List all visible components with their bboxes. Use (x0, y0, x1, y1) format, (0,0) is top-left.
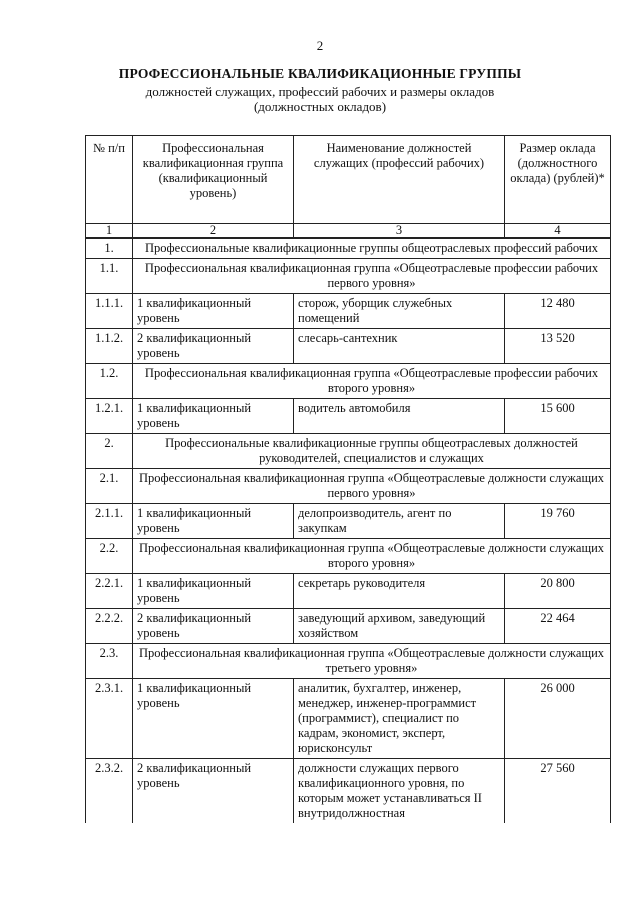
row-number: 1.1.1. (86, 294, 133, 329)
salary-value: 13 520 (505, 329, 611, 364)
row-number: 2.1. (86, 469, 133, 504)
salary-value: 27 560 (505, 759, 611, 824)
group-title: Профессиональная квалификационная группа «Общеотраслевые должности служащих второго уровня» (133, 539, 611, 574)
table-row (86, 574, 611, 609)
position-names: делопроизводитель, агент по закупкам (294, 504, 505, 539)
table-group-row (86, 539, 611, 574)
document-subtitle-line2: (должностных окладов) (253, 99, 387, 114)
position-names: должности служащих первого квалификационного уровня, по которым может устанавливаться II внутридолжностная (294, 759, 505, 824)
header-salary-size: Размер оклада (должностного оклада) (рублей)* (505, 136, 611, 224)
table-row (86, 399, 611, 434)
column-number-row (86, 224, 611, 239)
group-title: Профессиональная квалификационная группа «Общеотраслевые профессии рабочих первого уровня» (133, 259, 611, 294)
table-group-row (86, 259, 611, 294)
salary-value: 20 800 (505, 574, 611, 609)
qualification-level: 1 квалификационный уровень (133, 679, 294, 759)
salary-value: 26 000 (505, 679, 611, 759)
position-names: сторож, уборщик служебных помещений (294, 294, 505, 329)
table-row (86, 759, 611, 824)
position-names: заведующий архивом, заведующий хозяйством (294, 609, 505, 644)
header-qualification-group: Профессиональная квалификационная группа (квалификационный уровень) (133, 136, 294, 224)
position-names: аналитик, бухгалтер, инженер, менеджер, инженер-программист (программист), специалист по кадрам, экономист, эксперт, юрисконсульт (294, 679, 505, 759)
row-number: 2.3.1. (86, 679, 133, 759)
row-number: 1.2.1. (86, 399, 133, 434)
qualification-level: 1 квалификационный уровень (133, 399, 294, 434)
group-title: Профессиональная квалификационная группа «Общеотраслевые должности служащих третьего уровня» (133, 644, 611, 679)
row-number: 1.1. (86, 259, 133, 294)
table-row (86, 329, 611, 364)
qualification-level: 2 квалификационный уровень (133, 609, 294, 644)
table-group-row (86, 469, 611, 504)
table-group-row (86, 238, 611, 259)
qualification-level: 1 квалификационный уровень (133, 574, 294, 609)
column-number-2: 2 (133, 224, 294, 239)
qualification-level: 1 квалификационный уровень (133, 294, 294, 329)
table-group-row (86, 364, 611, 399)
row-number: 2.3.2. (86, 759, 133, 824)
row-number: 2.1.1. (86, 504, 133, 539)
header-position-names: Наименование должностей служащих (профессий рабочих) (294, 136, 505, 224)
row-number: 2.3. (86, 644, 133, 679)
row-number: 2. (86, 434, 133, 469)
table-group-row (86, 434, 611, 469)
table-header-row (86, 136, 611, 224)
position-names: водитель автомобиля (294, 399, 505, 434)
group-title: Профессиональные квалификационные группы общеотраслевых профессий рабочих (133, 238, 611, 259)
position-names: секретарь руководителя (294, 574, 505, 609)
salary-value: 15 600 (505, 399, 611, 434)
document-title: ПРОФЕССИОНАЛЬНЫЕ КВАЛИФИКАЦИОННЫЕ ГРУППЫ (118, 66, 522, 81)
salary-value: 19 760 (505, 504, 611, 539)
row-number: 2.2.1. (86, 574, 133, 609)
column-number-1: 1 (86, 224, 133, 239)
table-row (86, 504, 611, 539)
row-number: 1.1.2. (86, 329, 133, 364)
column-number-3: 3 (294, 224, 505, 239)
row-number: 2.2. (86, 539, 133, 574)
table-row (86, 294, 611, 329)
header-number: № п/п (86, 136, 133, 224)
qualification-level: 2 квалификационный уровень (133, 329, 294, 364)
group-title: Профессиональные квалификационные группы общеотраслевых должностей руководителей, специалистов и служащих (133, 434, 611, 469)
page-number: 2 (316, 38, 324, 53)
row-number: 1.2. (86, 364, 133, 399)
group-title: Профессиональная квалификационная группа «Общеотраслевые профессии рабочих второго уровня» (133, 364, 611, 399)
column-number-4: 4 (505, 224, 611, 239)
salary-value: 12 480 (505, 294, 611, 329)
salary-table (85, 135, 611, 823)
table-row (86, 679, 611, 759)
group-title: Профессиональная квалификационная группа «Общеотраслевые должности служащих первого уровня» (133, 469, 611, 504)
document-subtitle-line1: должностей служащих, профессий рабочих и размеры окладов (145, 84, 495, 99)
row-number: 1. (86, 238, 133, 259)
salary-value: 22 464 (505, 609, 611, 644)
table-group-row (86, 644, 611, 679)
row-number: 2.2.2. (86, 609, 133, 644)
table-row (86, 609, 611, 644)
position-names: слесарь-сантехник (294, 329, 505, 364)
qualification-level: 1 квалификационный уровень (133, 504, 294, 539)
qualification-level: 2 квалификационный уровень (133, 759, 294, 824)
